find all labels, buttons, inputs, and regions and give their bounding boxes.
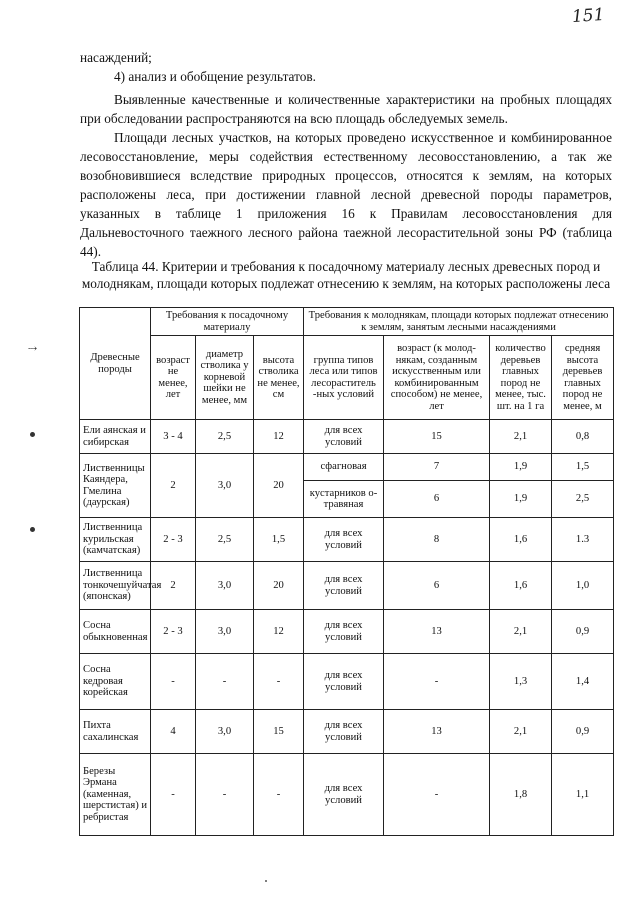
cell-forest-type: для всех условий: [304, 420, 384, 454]
cell-height: 15: [254, 710, 304, 754]
cell-diameter: 3,0: [196, 610, 254, 654]
header-diameter: диаметр стволика у корневой шейки не менее, мм: [196, 336, 254, 420]
header-avg-height: средняя высота деревьев главных пород не менее, м: [552, 336, 614, 420]
header-forest-type: группа типов леса или типов лесораститель -ных условий: [304, 336, 384, 420]
table-row: [80, 562, 614, 610]
cell-species: Сосна кедровая корейская: [80, 654, 151, 710]
requirements-table: [79, 307, 614, 836]
cell-diameter: 2,5: [196, 420, 254, 454]
cell-count: 1,6: [490, 562, 552, 610]
cell-young-age: 7: [384, 454, 490, 481]
cell-avg-height: 2,5: [552, 481, 614, 518]
stray-dot-mark: [265, 880, 267, 882]
table-subheader-row: [80, 336, 614, 420]
cell-forest-type: для всех условий: [304, 562, 384, 610]
cell-forest-type: кустарников о-травяная: [304, 481, 384, 518]
paragraph-2: Площади лесных участков, на которых проведено искусственное и комбинированное лесовосстановление, меры содействия естественному лесовосстановлению, а так же возобновившиеся вследствие природных процессов, относятся к землям, на которых расположены леса, при достижении главной лесной древесной породы параметров, указанных в таблице 1 приложения 16 к Правилам лесовосстановления для Дальневосточного таежного лесного района таежной лесорастительной зоны РФ (таблица 44).: [80, 130, 612, 259]
header-young-group: Требования к молоднякам, площади которых подлежат отнесению к землям, занятым лесными насаждениями: [304, 308, 614, 336]
table-row: [80, 420, 614, 454]
cell-height: -: [254, 654, 304, 710]
cell-diameter: 3,0: [196, 454, 254, 518]
cell-avg-height: 1,1: [552, 754, 614, 836]
cell-diameter: 3,0: [196, 562, 254, 610]
cell-count: 1,3: [490, 654, 552, 710]
cell-species: Сосна обыкновенная: [80, 610, 151, 654]
intro-text: [80, 48, 612, 261]
cell-young-age: 6: [384, 562, 490, 610]
cell-forest-type: для всех условий: [304, 518, 384, 562]
cell-count: 2,1: [490, 610, 552, 654]
cell-avg-height: 1,4: [552, 654, 614, 710]
cell-count: 1,8: [490, 754, 552, 836]
cell-height: -: [254, 754, 304, 836]
header-planting-group: Требования к посадочному материалу: [151, 308, 304, 336]
table-row: [80, 454, 614, 481]
cell-count: 2,1: [490, 710, 552, 754]
cell-species: Лиственница тонкочешуйчатая (японская): [80, 562, 151, 610]
paragraph-1: Выявленные качественные и количественные характеристики на пробных площадях при обследовании распространяются на всю площадь обследуемых земель.: [80, 92, 612, 126]
cell-species: Пихта сахалинская: [80, 710, 151, 754]
cell-age: 3 - 4: [151, 420, 196, 454]
cell-forest-type: для всех условий: [304, 710, 384, 754]
cell-young-age: 6: [384, 481, 490, 518]
cell-forest-type: для всех условий: [304, 610, 384, 654]
header-age: возраст не менее, лет: [151, 336, 196, 420]
cell-count: 1,9: [490, 454, 552, 481]
cell-count: 1,6: [490, 518, 552, 562]
cell-forest-type: сфагновая: [304, 454, 384, 481]
cell-height: 20: [254, 562, 304, 610]
header-count: количество деревьев главных пород не менее, тыс. шт. на 1 га: [490, 336, 552, 420]
table-header-row: [80, 308, 614, 336]
margin-arrow-mark: ⇢: [28, 343, 38, 355]
cell-avg-height: 1,5: [552, 454, 614, 481]
cell-age: 2: [151, 454, 196, 518]
cell-age: 2 - 3: [151, 518, 196, 562]
table-row: [80, 754, 614, 836]
cell-height: 12: [254, 420, 304, 454]
cell-age: 2 - 3: [151, 610, 196, 654]
cell-avg-height: 1.3: [552, 518, 614, 562]
cell-count: 2,1: [490, 420, 552, 454]
cell-height: 20: [254, 454, 304, 518]
cell-diameter: 3,0: [196, 710, 254, 754]
cell-avg-height: 0,9: [552, 610, 614, 654]
cell-young-age: 13: [384, 610, 490, 654]
header-height: высота стволика не менее, см: [254, 336, 304, 420]
cell-height: 12: [254, 610, 304, 654]
cell-count: 1,9: [490, 481, 552, 518]
table-row: [80, 518, 614, 562]
cell-species: Березы Эрмана (каменная, шерстистая) и ребристая: [80, 754, 151, 836]
cell-species: Ели аянская и сибирская: [80, 420, 151, 454]
table-row: [80, 710, 614, 754]
table-row: [80, 654, 614, 710]
page-number: 151: [571, 4, 606, 28]
cell-avg-height: 0,9: [552, 710, 614, 754]
cell-age: 4: [151, 710, 196, 754]
cell-young-age: 13: [384, 710, 490, 754]
table-caption: Таблица 44. Критерии и требования к посадочному материалу лесных древесных пород и молоднякам, площади которых подлежат отнесению к землям, на которых расположены леса: [81, 259, 611, 291]
cell-age: -: [151, 754, 196, 836]
list-item-4: 4) анализ и обобщение результатов.: [114, 69, 316, 84]
header-species: Древесные породы: [80, 308, 151, 420]
cell-young-age: 15: [384, 420, 490, 454]
cell-height: 1,5: [254, 518, 304, 562]
cell-forest-type: для всех условий: [304, 654, 384, 710]
cell-avg-height: 1,0: [552, 562, 614, 610]
cell-species: Лиственница курильская (камчатская): [80, 518, 151, 562]
cell-species: Лиственницы Каяндера, Гмелина (даурская): [80, 454, 151, 518]
cell-forest-type: для всех условий: [304, 754, 384, 836]
cell-young-age: 8: [384, 518, 490, 562]
cell-diameter: -: [196, 654, 254, 710]
cell-avg-height: 0,8: [552, 420, 614, 454]
cell-diameter: -: [196, 754, 254, 836]
cell-age: -: [151, 654, 196, 710]
cell-diameter: 2,5: [196, 518, 254, 562]
cell-young-age: -: [384, 754, 490, 836]
header-young-age: возраст (к молод-някам, созданным искусственным или комбинированным способом) не менее, лет: [384, 336, 490, 420]
intro-line: насаждений;: [80, 50, 152, 65]
table-row: [80, 610, 614, 654]
margin-dot-mark: [30, 527, 35, 532]
cell-age: 2: [151, 562, 196, 610]
cell-young-age: -: [384, 654, 490, 710]
margin-dot-mark: [30, 432, 35, 437]
